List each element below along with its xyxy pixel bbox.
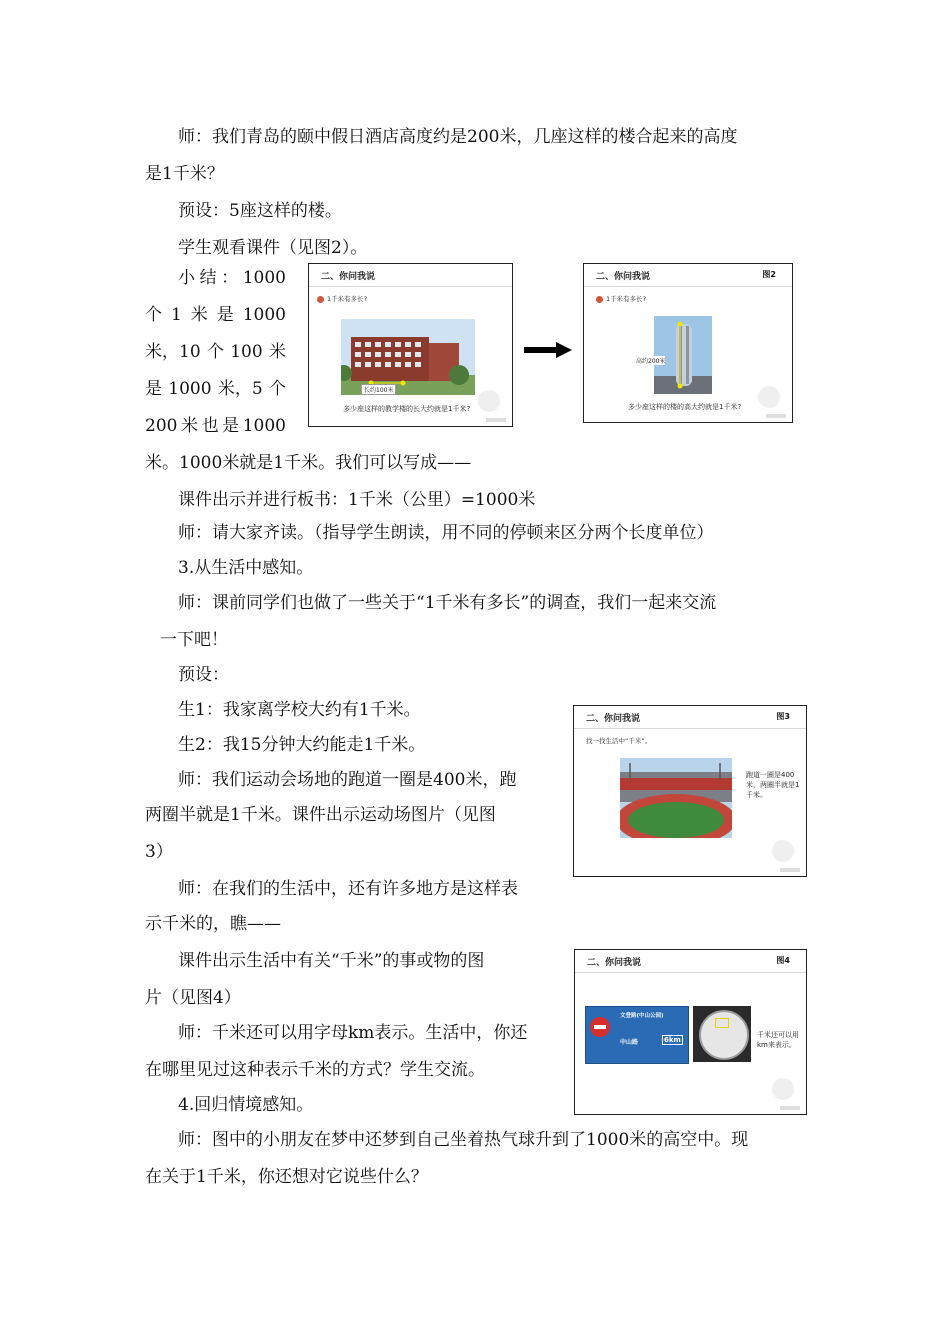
sign-km-text: 6km (664, 1036, 681, 1044)
student-2: 生2：我15分钟大约能走1千米。 (178, 735, 426, 755)
height-label: 高约200米 (636, 358, 666, 365)
slide-figure-3 (573, 705, 807, 877)
right-arrow-icon (524, 342, 572, 358)
slide-side-note: 跑道一圈是400米，两圈半就是1千米。 (746, 771, 800, 799)
stadium-image (620, 758, 732, 838)
show-line1: 课件出示生活中有关“千米”的事或物的图 (178, 951, 485, 971)
slide-title: 二、你问我说 (596, 272, 651, 282)
final-line2: 在关于1千米，你还想对它说些什么？ (145, 1167, 428, 1187)
summary-line-5: 200 米 也 是 1000 (145, 416, 286, 436)
length-label: 长约100米 (361, 384, 396, 395)
hotel-tower-image (654, 316, 712, 394)
watermark-icon (772, 1078, 794, 1100)
board-writing: 课件出示并进行板书：1千米（公里）=1000米 (178, 490, 536, 510)
slide-caption: 多少座这样的教学楼的长大约就是1千米? (343, 405, 471, 413)
slide-subtitle: 找一找生活中“千米”。 (586, 737, 652, 745)
life-line2: 示千米的，瞧—— (145, 914, 281, 934)
final-line1: 师：图中的小朋友在梦中还梦到自己坐着热气球升到了1000米的高空中。现 (178, 1130, 749, 1150)
survey-line2: 一下吧！ (160, 630, 228, 650)
slide-side-note: 千米还可以用km来表示。 (757, 1031, 799, 1049)
bullet-icon (596, 296, 603, 303)
preset-1: 预设：5座这样的楼。 (178, 201, 342, 221)
section-3-heading: 3.从生活中感知。 (178, 558, 314, 578)
slide-title: 二、你问我说 (587, 958, 642, 968)
read-aloud: 师：请大家齐读。（指导学生朗读，用不同的停顿来区分两个长度单位） (178, 523, 714, 543)
survey-line1: 师：课前同学们也做了一些关于“1千米有多长”的调查，我们一起来交流 (178, 593, 717, 613)
slide-figure-2 (583, 263, 793, 423)
slide-header (309, 264, 512, 287)
watch-courseware: 学生观看课件（见图2）。 (178, 238, 368, 258)
slide-figure-4 (574, 949, 807, 1115)
watermark-icon (772, 840, 794, 862)
para1-line1: 师：我们青岛的颐中假日酒店高度约是200米，几座这样的楼合起来的高度 (178, 127, 738, 147)
page-indicator (766, 414, 786, 418)
slide-caption: 多少座这样的楼的高大约就是1千米? (628, 403, 742, 411)
figure-number: 图4 (776, 956, 790, 965)
page-indicator (780, 868, 800, 872)
figure-number: 图3 (776, 712, 790, 721)
para1-line2: 是1千米？ (145, 164, 224, 184)
summary-line-1: 小 结 ： 1000 (178, 268, 286, 288)
summary-line-3: 米，10 个 100 米 (145, 342, 286, 362)
slide-subtitle: 1千米有多长? (317, 294, 367, 303)
no-entry-icon (590, 1017, 610, 1037)
sign-mid-text: 中山路 (620, 1039, 639, 1046)
page-indicator (486, 418, 506, 422)
figure-number: 图2 (762, 270, 776, 279)
slide-title: 二、你问我说 (321, 272, 376, 282)
section-4-heading: 4.回归情境感知。 (178, 1095, 314, 1115)
watermark-icon (758, 386, 780, 408)
preset-2: 预设： (178, 665, 229, 685)
summary-line-2: 个 1 米 是 1000 (145, 305, 286, 325)
show-line2: 片（见图4） (145, 988, 241, 1008)
slide-figure-1 (308, 263, 513, 427)
slide-subtitle: 1千米有多长? (596, 294, 646, 303)
track-line3: 3） (145, 842, 173, 862)
track-line2: 两圈半就是1千米。课件出示运动场图片（见图 (145, 805, 496, 825)
track-line1: 师：我们运动会场地的跑道一圈是400米，跑 (178, 770, 517, 790)
bullet-icon (317, 296, 324, 303)
watermark-icon (478, 390, 500, 412)
slide-title: 二、你问我说 (586, 714, 641, 724)
slide-header (584, 264, 792, 287)
summary-end: 米。1000米就是1千米。我们可以写成—— (145, 453, 472, 473)
slide-header (575, 950, 806, 973)
page-indicator (780, 1106, 800, 1110)
road-sign-image (585, 1006, 689, 1064)
life-line1: 师：在我们的生活中，还有许多地方是这样表 (178, 879, 518, 899)
student-1: 生1：我家离学校大约有1千米。 (178, 700, 421, 720)
km-line1: 师：千米还可以用字母km表示。生活中，你还 (178, 1023, 528, 1043)
km-line2: 在哪里见过这种表示千米的方式？学生交流。 (145, 1060, 485, 1080)
summary-line-4: 是 1000 米，5 个 (145, 379, 286, 399)
speedometer-image (693, 1006, 751, 1062)
sign-top-text: 文登路(中山公园) (620, 1013, 664, 1019)
slide-header (574, 706, 806, 729)
